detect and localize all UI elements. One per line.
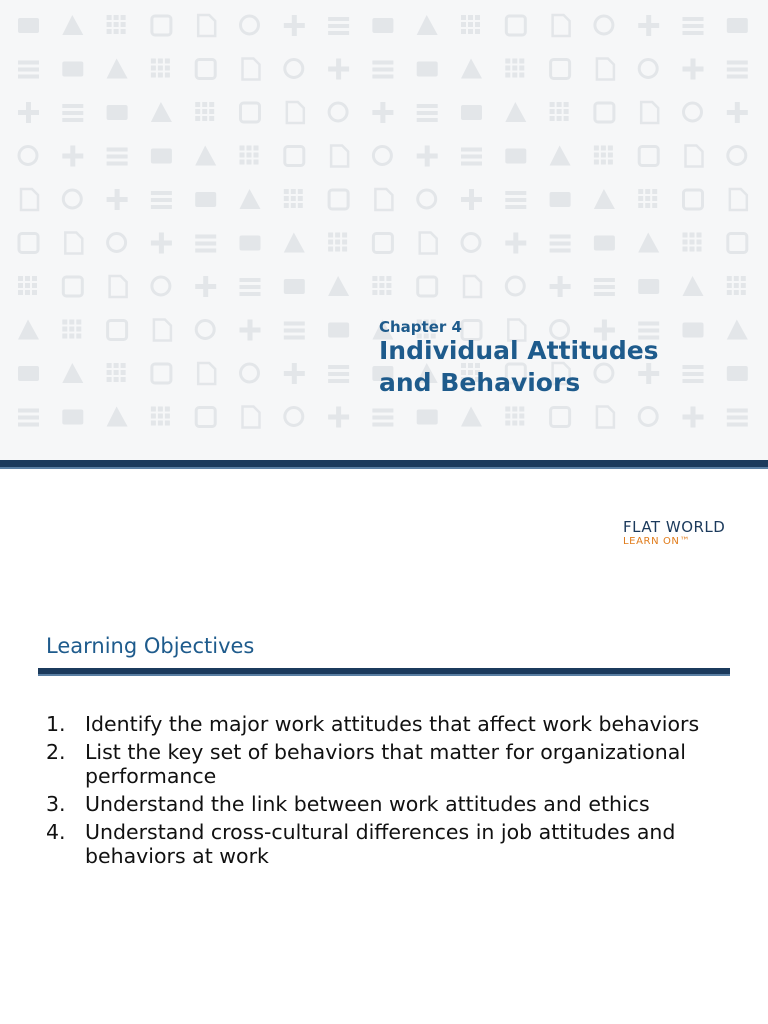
pattern-icon bbox=[727, 61, 748, 79]
pattern-icon bbox=[285, 147, 304, 166]
pattern-icon bbox=[683, 59, 704, 80]
pattern-icon bbox=[18, 276, 37, 295]
logo-main-text: FLAT WORLD bbox=[623, 518, 726, 536]
pattern-icon bbox=[683, 365, 704, 383]
pattern-icon bbox=[284, 322, 305, 340]
pattern-icon bbox=[107, 148, 128, 166]
pattern-icon bbox=[461, 407, 482, 427]
pattern-icon bbox=[683, 233, 702, 252]
pattern-icon bbox=[641, 102, 658, 123]
pattern-icon bbox=[683, 17, 704, 35]
cover-title-line1: Individual Attitudes bbox=[379, 336, 659, 365]
pattern-icon bbox=[417, 146, 438, 167]
pattern-icon bbox=[461, 15, 480, 34]
pattern-icon bbox=[18, 320, 39, 340]
cover-title-line2: and Behaviors bbox=[379, 368, 581, 397]
pattern-icon bbox=[240, 146, 259, 165]
chapter-label: Chapter 4 bbox=[379, 318, 462, 336]
pattern-icon bbox=[107, 407, 128, 427]
pattern-icon bbox=[594, 278, 615, 296]
pattern-icon bbox=[328, 323, 349, 338]
pattern-icon bbox=[151, 407, 170, 426]
pattern-icon bbox=[420, 233, 437, 254]
pattern-icon bbox=[152, 364, 171, 383]
pattern-icon bbox=[284, 15, 305, 36]
pattern-icon bbox=[152, 16, 171, 35]
pattern-icon bbox=[638, 189, 657, 208]
pattern-icon bbox=[372, 276, 391, 295]
pattern-icon bbox=[240, 278, 261, 296]
logo-tagline: LEARN ON™ bbox=[623, 536, 691, 547]
pattern-icon bbox=[461, 59, 482, 79]
pattern-icon bbox=[198, 363, 215, 384]
pattern-icon bbox=[284, 363, 305, 384]
pattern-icon bbox=[18, 366, 39, 381]
objectives-divider-thin bbox=[38, 674, 730, 676]
pattern-icon bbox=[639, 60, 657, 78]
pattern-icon bbox=[461, 105, 482, 120]
pattern-icon bbox=[21, 189, 38, 210]
pattern-icon bbox=[728, 147, 746, 165]
pattern-icon bbox=[684, 103, 702, 121]
pattern-icon bbox=[505, 59, 524, 78]
pattern-icon bbox=[550, 146, 571, 166]
objectives-heading: Learning Objectives bbox=[46, 634, 255, 658]
pattern-icon bbox=[62, 410, 83, 425]
pattern-icon bbox=[107, 189, 128, 210]
pattern-icon bbox=[241, 364, 259, 382]
pattern-icon bbox=[639, 408, 657, 426]
pattern-icon bbox=[285, 408, 303, 426]
pattern-icon bbox=[240, 236, 261, 251]
objective-text: Identify the major work attitudes that affect work behaviors bbox=[85, 712, 700, 736]
pattern-icon bbox=[727, 409, 748, 427]
pattern-icon bbox=[195, 102, 214, 121]
pattern-icon bbox=[18, 61, 39, 79]
pattern-icon bbox=[727, 366, 748, 381]
pattern-icon bbox=[728, 234, 747, 253]
pattern-icon bbox=[151, 102, 172, 122]
pattern-icon bbox=[375, 189, 392, 210]
pattern-icon bbox=[372, 61, 393, 79]
pattern-icon bbox=[284, 189, 303, 208]
pattern-icon bbox=[373, 234, 392, 253]
pattern-icon bbox=[638, 279, 659, 294]
pattern-icon bbox=[328, 407, 349, 428]
pattern-icon bbox=[417, 410, 438, 425]
pattern-icon bbox=[727, 18, 748, 33]
pattern-icon bbox=[505, 191, 526, 209]
pattern-icon bbox=[464, 276, 481, 297]
pattern-icon bbox=[505, 102, 526, 122]
pattern-icon bbox=[329, 103, 347, 121]
pattern-icon bbox=[284, 233, 305, 253]
pattern-icon bbox=[505, 149, 526, 164]
pattern-icon bbox=[550, 276, 571, 297]
objective-number: 4. bbox=[46, 820, 66, 844]
pattern-icon bbox=[196, 408, 215, 427]
pattern-icon bbox=[461, 189, 482, 210]
pattern-icon bbox=[151, 59, 170, 78]
pattern-icon bbox=[151, 191, 172, 209]
pattern-icon bbox=[241, 103, 260, 122]
pattern-icon bbox=[287, 102, 304, 123]
objectives-list bbox=[46, 712, 746, 872]
pattern-icon bbox=[638, 15, 659, 36]
pattern-icon bbox=[505, 407, 524, 426]
pattern-icon bbox=[683, 323, 704, 338]
pattern-icon bbox=[62, 15, 83, 35]
pattern-icon bbox=[195, 276, 216, 297]
pattern-icon bbox=[594, 236, 615, 251]
pattern-icon bbox=[243, 407, 260, 428]
cover-divider-bar bbox=[0, 460, 768, 467]
pattern-icon bbox=[553, 15, 570, 36]
pattern-icon bbox=[107, 105, 128, 120]
pattern-icon bbox=[196, 321, 214, 339]
pattern-icon bbox=[328, 59, 349, 80]
pattern-icon bbox=[639, 147, 658, 166]
pattern-icon bbox=[418, 190, 436, 208]
pattern-icon bbox=[241, 16, 259, 34]
pattern-icon bbox=[62, 104, 83, 122]
pattern-icon bbox=[19, 147, 37, 165]
objective-text: Understand the link between work attitudes and ethics bbox=[85, 792, 650, 816]
pattern-icon bbox=[107, 59, 128, 79]
cover-title-block bbox=[379, 318, 659, 400]
pattern-icon bbox=[240, 320, 261, 341]
pattern-icon bbox=[730, 189, 747, 210]
pattern-icon bbox=[328, 276, 349, 296]
pattern-icon bbox=[727, 102, 748, 123]
objective-item bbox=[46, 740, 746, 788]
objective-number: 3. bbox=[46, 792, 66, 816]
pattern-icon bbox=[417, 62, 438, 77]
pattern-icon bbox=[638, 233, 659, 253]
pattern-icon bbox=[65, 233, 82, 254]
pattern-icon bbox=[154, 320, 171, 341]
pattern-icon bbox=[151, 149, 172, 164]
pattern-icon bbox=[328, 365, 349, 383]
pattern-icon bbox=[63, 190, 81, 208]
pattern-icon bbox=[683, 276, 704, 296]
pattern-icon bbox=[595, 16, 613, 34]
pattern-icon bbox=[331, 146, 348, 167]
cover-slide bbox=[0, 0, 768, 470]
pattern-icon bbox=[62, 363, 83, 383]
pattern-icon bbox=[18, 18, 39, 33]
cover-divider-thin bbox=[0, 467, 768, 469]
pattern-icon bbox=[594, 189, 615, 209]
pattern-icon bbox=[550, 235, 571, 253]
pattern-icon bbox=[597, 407, 614, 428]
pattern-icon bbox=[151, 233, 172, 254]
pattern-icon bbox=[505, 233, 526, 254]
pattern-icon bbox=[550, 192, 571, 207]
pattern-icon bbox=[461, 148, 482, 166]
pattern-icon bbox=[551, 408, 570, 427]
pattern-icon bbox=[597, 59, 614, 80]
pattern-icon bbox=[285, 60, 303, 78]
pattern-icon bbox=[195, 235, 216, 253]
pattern-icon bbox=[550, 102, 569, 121]
pattern-icon bbox=[462, 234, 480, 252]
flat-world-logo bbox=[623, 518, 725, 548]
pattern-icon bbox=[198, 15, 215, 36]
pattern-icon bbox=[328, 233, 347, 252]
pattern-icon bbox=[284, 279, 305, 294]
pattern-icon bbox=[372, 409, 393, 427]
pattern-icon bbox=[727, 320, 748, 340]
pattern-icon bbox=[551, 60, 570, 79]
pattern-icon bbox=[63, 277, 82, 296]
pattern-icon bbox=[372, 18, 393, 33]
pattern-icon bbox=[19, 234, 38, 253]
pattern-icon bbox=[329, 190, 348, 209]
pattern-icon bbox=[594, 146, 613, 165]
pattern-icon bbox=[727, 276, 746, 295]
pattern-icon bbox=[107, 15, 126, 34]
pattern-icon bbox=[62, 146, 83, 167]
pattern-icon bbox=[328, 17, 349, 35]
pattern-icon bbox=[686, 146, 703, 167]
pattern-icon bbox=[417, 15, 438, 35]
objective-number: 1. bbox=[46, 712, 66, 736]
objective-item bbox=[46, 712, 746, 736]
pattern-icon bbox=[506, 277, 524, 295]
pattern-icon bbox=[373, 147, 391, 165]
pattern-icon bbox=[417, 104, 438, 122]
objective-item bbox=[46, 820, 746, 868]
pattern-icon bbox=[418, 277, 437, 296]
pattern-icon bbox=[195, 146, 216, 166]
pattern-icon bbox=[108, 234, 126, 252]
pattern-icon bbox=[108, 321, 127, 340]
pattern-icon bbox=[684, 190, 703, 209]
pattern-icon bbox=[372, 102, 393, 123]
pattern-icon bbox=[62, 320, 81, 339]
objective-text: List the key set of behaviors that matter for organizational performance bbox=[85, 740, 686, 788]
pattern-icon bbox=[18, 102, 39, 123]
pattern-icon bbox=[595, 103, 614, 122]
pattern-icon bbox=[506, 16, 525, 35]
pattern-icon bbox=[240, 189, 261, 209]
pattern-icon bbox=[195, 192, 216, 207]
pattern-icon bbox=[243, 59, 260, 80]
pattern-icon bbox=[107, 363, 126, 382]
pattern-icon bbox=[18, 409, 39, 427]
objective-item bbox=[46, 792, 746, 816]
pattern-icon bbox=[110, 276, 127, 297]
objective-number: 2. bbox=[46, 740, 66, 764]
pattern-icon bbox=[683, 407, 704, 428]
pattern-icon bbox=[152, 277, 170, 295]
objective-text: Understand cross-cultural differences in job attitudes and behaviors at work bbox=[85, 820, 676, 868]
pattern-icon bbox=[196, 60, 215, 79]
pattern-icon bbox=[62, 62, 83, 77]
